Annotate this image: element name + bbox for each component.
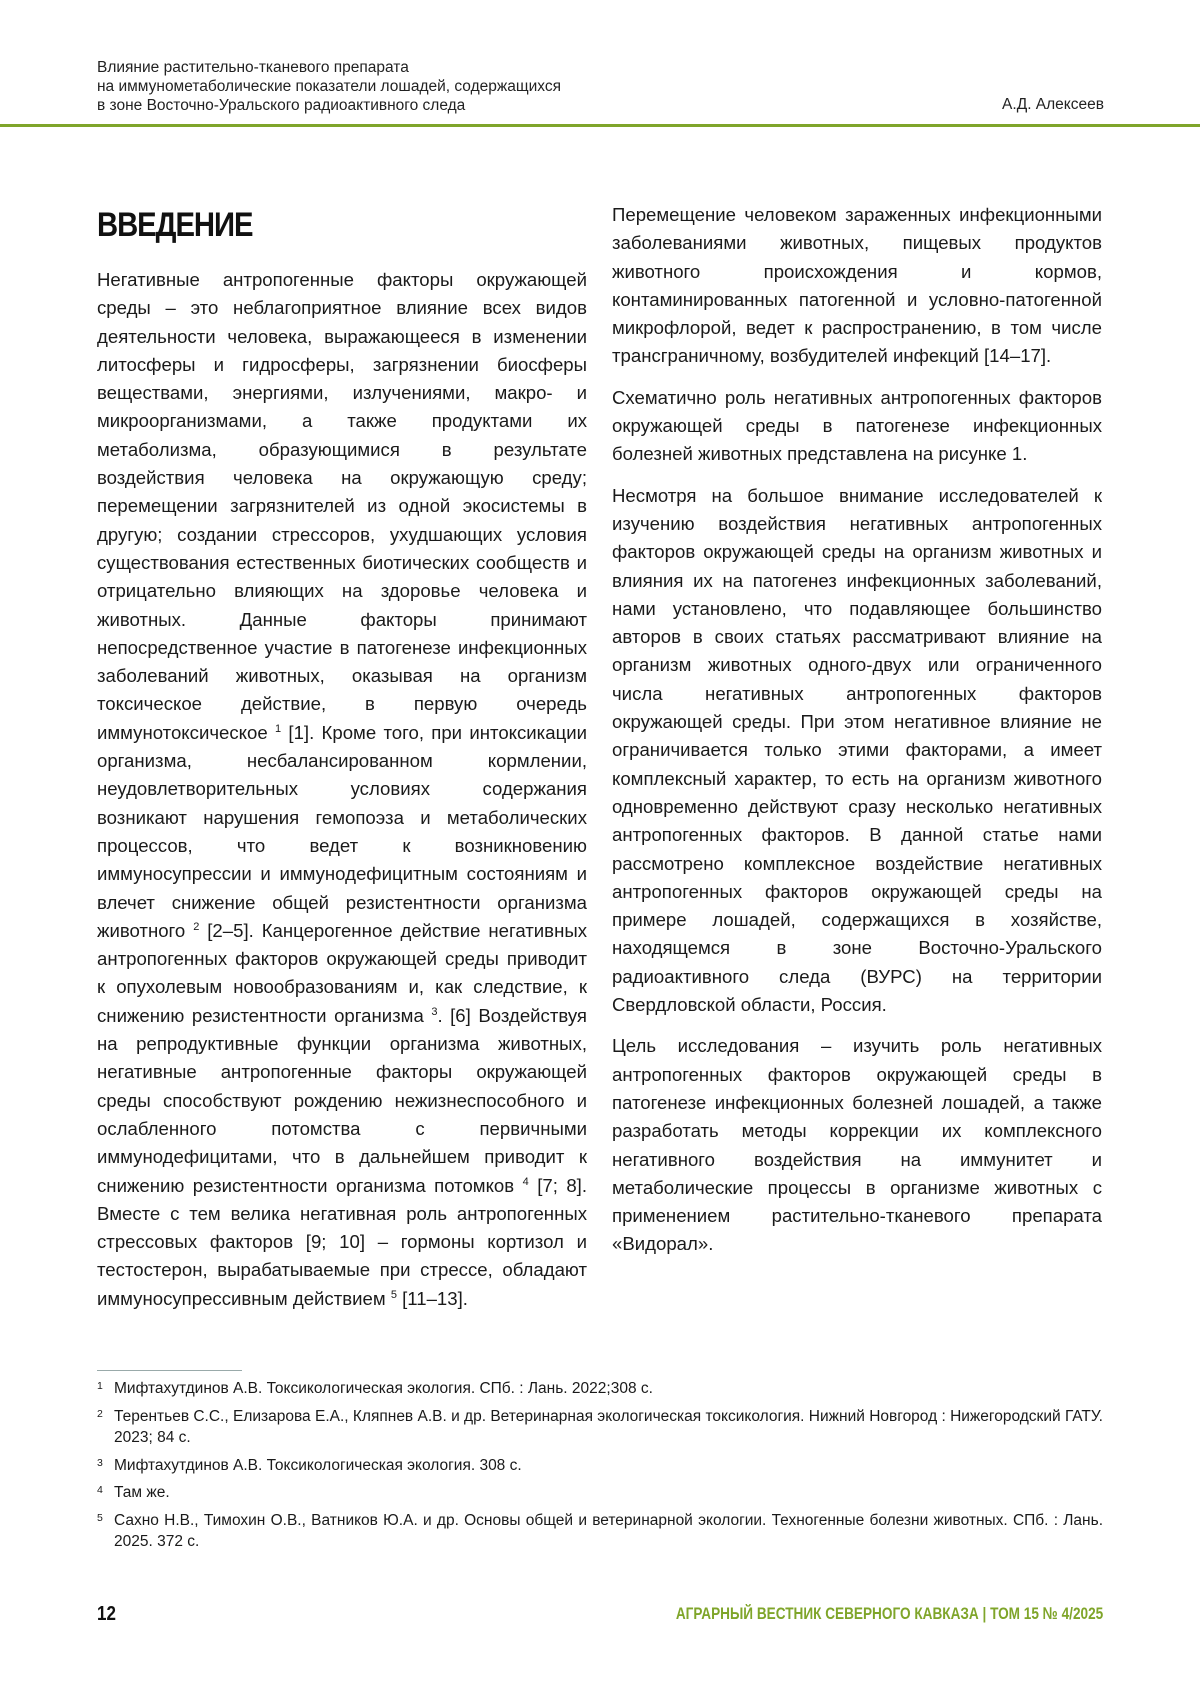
header-title-line: Влияние растительно-тканевого препарата	[97, 59, 409, 76]
body-paragraph: Цель исследования – изучить роль негативных антропогенных факторов окружающей среды в патогенезе инфекционных болезней лошадей, а также разработать методы коррекции их комплексного негативного воздействия на иммунитет и метаболические процессы в организме животных с применением растительно-тканевого препарата «Видорал».	[612, 1035, 1102, 1255]
right-column	[612, 201, 1102, 1259]
section-heading: ВВЕДЕНИЕ	[97, 206, 253, 244]
body-text: [1]. Кроме того, при интоксикации организма, несбалансированном кормлении, неудовлетворительных условиях содержания возникают нарушения гемопоэза и метаболических процессов, что ведет к возникновению иммуносупрессии и иммунодефицитным состояниям и влечет снижение общей резистентности организма животного	[97, 721, 587, 941]
footnote-number: 3	[97, 1456, 103, 1469]
footnote-divider	[97, 1370, 242, 1371]
footnote-ref[interactable]: 1	[274, 722, 282, 735]
footnote-text: Мифтахутдинов А.В. Токсикологическая экология. 308 с.	[114, 1456, 522, 1474]
footnote-ref[interactable]: 3	[431, 1005, 438, 1018]
footnote-item	[97, 1510, 1103, 1553]
footnote-ref[interactable]: 4	[522, 1175, 529, 1188]
footnote-text: Сахно Н.В., Тимохин О.В., Ватников Ю.А. и др. Основы общей и ветеринарной экологии. Техногенные болезни животных. СПб. : Лань. 2025. 372 с.	[114, 1511, 1103, 1550]
header-divider	[0, 124, 1200, 127]
footnote-number: 1	[97, 1380, 103, 1392]
running-header	[97, 58, 1104, 115]
footnotes	[97, 1378, 1103, 1559]
body-paragraph	[97, 266, 587, 1313]
footnote-number: 5	[97, 1511, 103, 1524]
footnote-number: 2	[97, 1407, 103, 1420]
footnote-item	[97, 1455, 1103, 1477]
body-text: [7; 8]. Вместе с тем велика негативная роль антропогенных стрессовых факторов [9; 10] – гормоны кортизол и тестостерон, вырабатываемые при стрессе, обладают иммуносупрессивным действием	[97, 1174, 588, 1309]
footnote-item	[97, 1482, 1103, 1504]
body-text: . [6] Воздействуя на репродуктивные функции организма животных, негативные антропогенные факторы окружающей среды способствуют рождению нежизнеспособного и ослабленного потомства с первичными иммунодефицитами, что в дальнейшем приводит к снижению резистентности организма потомков	[97, 1004, 587, 1196]
footnote-ref[interactable]: 5	[390, 1288, 397, 1301]
left-column	[97, 201, 587, 1313]
footnote-text: Мифтахутдинов А.В. Токсикологическая экология. СПб. : Лань. 2022;308 с.	[114, 1380, 653, 1397]
body-paragraph: Несмотря на большое внимание исследователей к изучению воздействия негативных антропогенных факторов окружающей среды на организм животных и влияния их на патогенез инфекционных заболеваний, нами установлено, что подавляющее большинство авторов в своих статьях рассматривают влияние на организм животных одного-двух или ограниченного числа негативных антропогенных факторов окружающей среды. При этом негативное влияние не ограничивается только этими факторами, а имеет комплексный характер, то есть на организм животного одновременно действуют сразу несколько негативных антропогенных факторов. В данной статье нами рассмотрено комплексное воздействие негативных антропогенных факторов окружающей среды на примере лошадей, содержащихся в хозяйстве, находящемся в зоне Восточно-Уральского радиоактивного следа (ВУРС) на территории Свердловской области, Россия.	[612, 484, 1102, 1016]
body-text: Негативные антропогенные факторы окружающей среды – это неблагоприятное влияние всех видов деятельности человека, выражающееся в изменении литосферы и гидросферы, загрязнении биосферы веществами, энергиями, излучениями, макро- и микроорганизмами, а также продуктами их метаболизма, образующимися в результате воздействия человека на окружающую среду; перемещении загрязнителей из одной экосистемы в другую; создании стрессоров, ухудшающих условия существования естественных биотических сообществ и отрицательно влияющих на здоровье человека и животных. Данные факторы принимают непосредственное участие в патогенезе инфекционных заболеваний животных, оказывая на организм токсическое действие, в первую очередь иммунотоксическое	[97, 269, 587, 743]
running-header-title	[97, 58, 1104, 115]
page-number: 12	[97, 1603, 116, 1625]
footnote-text: Терентьев С.С., Елизарова Е.А., Кляпнев А.В. и др. Ветеринарная экологическая токсикология. Нижний Новгород : Нижегородский ГАТУ. 2023; 84 с.	[114, 1407, 1103, 1446]
header-author: А.Д. Алексеев	[1002, 96, 1104, 113]
body-paragraph: Перемещение человеком зараженных инфекционными заболеваниями животных, пищевых продуктов животного происхождения и кормов, контаминированных патогенной и условно-патогенной микрофлорой, ведет к распространению, в том числе трансграничному, возбудителей инфекций [14–17].	[612, 204, 1102, 367]
footnote-item	[97, 1378, 1103, 1400]
journal-name: АГРАРНЫЙ ВЕСТНИК СЕВЕРНОГО КАВКАЗА | ТОМ 15 № 4/2025	[675, 1604, 1103, 1623]
header-title-line: на иммунометаболические показатели лошадей, содержащихся	[97, 78, 561, 95]
footnote-text: Там же.	[114, 1484, 170, 1501]
footnote-number: 4	[97, 1484, 103, 1496]
footnote-ref[interactable]: 2	[193, 920, 200, 933]
body-paragraph: Схематично роль негативных антропогенных факторов окружающей среды в патогенезе инфекционных болезней животных представлена на рисунке 1.	[612, 386, 1102, 465]
header-title-line: в зоне Восточно-Уральского радиоактивного следа	[97, 97, 466, 114]
footnote-item	[97, 1406, 1103, 1449]
body-text: [2–5]. Канцерогенное действие негативных антропогенных факторов окружающей среды приводит к опухолевым новообразованиям и, как следствие, к снижению резистентности организма	[97, 919, 587, 1026]
body-text: [11–13].	[396, 1287, 468, 1309]
